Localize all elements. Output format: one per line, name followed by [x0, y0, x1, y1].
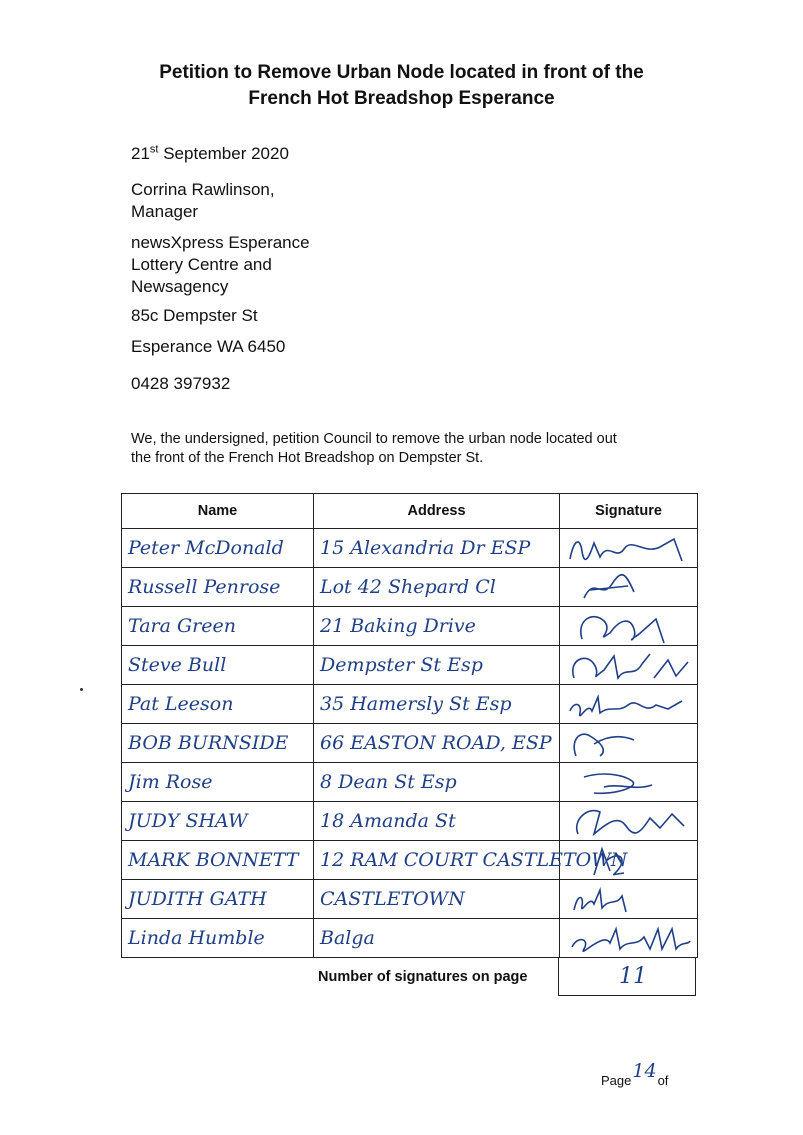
signer-name: Pat Leeson	[128, 693, 234, 715]
signer-address: Dempster St Esp	[320, 654, 483, 676]
signature-count-box	[558, 958, 696, 996]
name-cell	[122, 880, 314, 919]
signer-name: JUDY SHAW	[128, 810, 248, 832]
signature-cell	[560, 880, 698, 919]
handwritten-signature	[564, 921, 694, 957]
signature-count-value: 11	[619, 964, 647, 989]
address-cell	[314, 568, 560, 607]
address-cell	[314, 685, 560, 724]
address-cell	[314, 880, 560, 919]
contact-name-text: Corrina Rawlinson,	[131, 180, 275, 199]
table-row	[122, 724, 698, 763]
address-cell	[314, 724, 560, 763]
signature-cell	[560, 646, 698, 685]
petition-statement	[131, 430, 691, 468]
name-cell	[122, 919, 314, 958]
table-row	[122, 802, 698, 841]
header-address: Address	[314, 494, 560, 529]
name-cell	[122, 568, 314, 607]
name-cell	[122, 724, 314, 763]
signer-address: Lot 42 Shepard Cl	[320, 576, 496, 598]
statement-line-1: We, the undersigned, petition Council to remove the urban node located out	[131, 431, 617, 447]
street-address: 85c Dempster St	[131, 306, 258, 325]
name-cell	[122, 607, 314, 646]
handwritten-signature	[564, 531, 694, 567]
signer-name: MARK BONNETT	[128, 849, 299, 871]
signer-name: Peter McDonald	[128, 537, 284, 559]
signature-cell	[560, 529, 698, 568]
signer-address: Balga	[320, 927, 375, 949]
handwritten-signature	[564, 882, 694, 918]
handwritten-signature	[564, 609, 694, 645]
table-row	[122, 607, 698, 646]
signer-name: Jim Rose	[128, 771, 213, 793]
signer-name: Steve Bull	[128, 654, 227, 676]
table-row	[122, 763, 698, 802]
signer-address: 15 Alexandria Dr ESP	[320, 537, 531, 559]
address-cell	[314, 919, 560, 958]
signer-name: Tara Green	[128, 615, 236, 637]
name-cell	[122, 841, 314, 880]
page-number-value: 14	[632, 1060, 657, 1082]
date-rest: September 2020	[163, 144, 289, 163]
address-cell	[314, 841, 628, 880]
table-row	[122, 841, 698, 880]
table-row	[122, 529, 698, 568]
date-suffix: st	[149, 143, 159, 156]
table-row	[122, 568, 698, 607]
signature-cell	[560, 685, 698, 724]
signature-table	[121, 493, 698, 958]
town-address: Esperance WA 6450	[131, 337, 286, 356]
signer-name: BOB BURNSIDE	[128, 732, 289, 754]
address-cell	[314, 802, 560, 841]
signer-name: Linda Humble	[128, 927, 265, 949]
address-cell	[314, 763, 560, 802]
address-cell	[314, 529, 560, 568]
signature-cell	[560, 919, 698, 958]
name-cell	[122, 646, 314, 685]
signer-address: 12 RAM COURT CASTLETOWN	[320, 849, 628, 871]
petition-title	[0, 60, 803, 112]
handwritten-signature	[564, 570, 694, 606]
page-prefix: Page	[601, 1073, 632, 1088]
signer-address: 21 Baking Drive	[320, 615, 476, 637]
signature-count-label: Number of signatures on page	[318, 969, 528, 985]
page-number	[601, 1060, 669, 1090]
signer-address: 35 Hamersly St Esp	[320, 693, 512, 715]
signer-name: Russell Penrose	[128, 576, 281, 598]
name-cell	[122, 685, 314, 724]
contact-name	[131, 179, 275, 223]
table-row	[122, 919, 698, 958]
petition-date	[131, 143, 289, 165]
signature-cell	[560, 802, 698, 841]
signer-address: 8 Dean St Esp	[320, 771, 457, 793]
statement-line-2: the front of the French Hot Breadshop on Dempster St.	[131, 450, 484, 466]
signature-cell	[560, 607, 698, 646]
handwritten-signature	[564, 765, 694, 801]
handwritten-signature	[564, 687, 694, 723]
name-cell	[122, 763, 314, 802]
signer-address: 66 EASTON ROAD, ESP	[320, 732, 552, 754]
title-line-1: Petition to Remove Urban Node located in front of the	[159, 62, 644, 83]
signature-cell	[560, 568, 698, 607]
business-name	[131, 232, 310, 298]
signature-cell	[560, 763, 698, 802]
handwritten-signature	[564, 804, 694, 840]
name-cell	[122, 802, 314, 841]
handwritten-signature	[564, 726, 694, 762]
business-line-2: Lottery Centre and	[131, 255, 272, 274]
phone-number: 0428 397932	[131, 374, 231, 393]
title-line-2: French Hot Breadshop Esperance	[248, 88, 555, 109]
header-signature: Signature	[560, 494, 698, 529]
address-cell	[314, 646, 560, 685]
contact-role: Manager	[131, 202, 199, 221]
business-line-3: Newsagency	[131, 277, 229, 296]
signature-cell	[560, 841, 698, 880]
address-cell	[314, 607, 560, 646]
table-row	[122, 685, 698, 724]
table-row	[122, 646, 698, 685]
header-name: Name	[122, 494, 314, 529]
signer-address: 18 Amanda St	[320, 810, 456, 832]
business-line-1: newsXpress Esperance	[131, 233, 310, 252]
name-cell	[122, 529, 314, 568]
stray-mark	[80, 688, 83, 691]
date-day: 21	[131, 144, 150, 163]
signer-address: CASTLETOWN	[320, 888, 465, 910]
table-header-row	[122, 494, 698, 529]
signature-cell	[560, 724, 698, 763]
handwritten-signature	[564, 843, 694, 879]
signer-name: JUDITH GATH	[128, 888, 267, 910]
page-suffix: of	[657, 1073, 669, 1088]
table-row	[122, 880, 698, 919]
handwritten-signature	[564, 648, 694, 684]
